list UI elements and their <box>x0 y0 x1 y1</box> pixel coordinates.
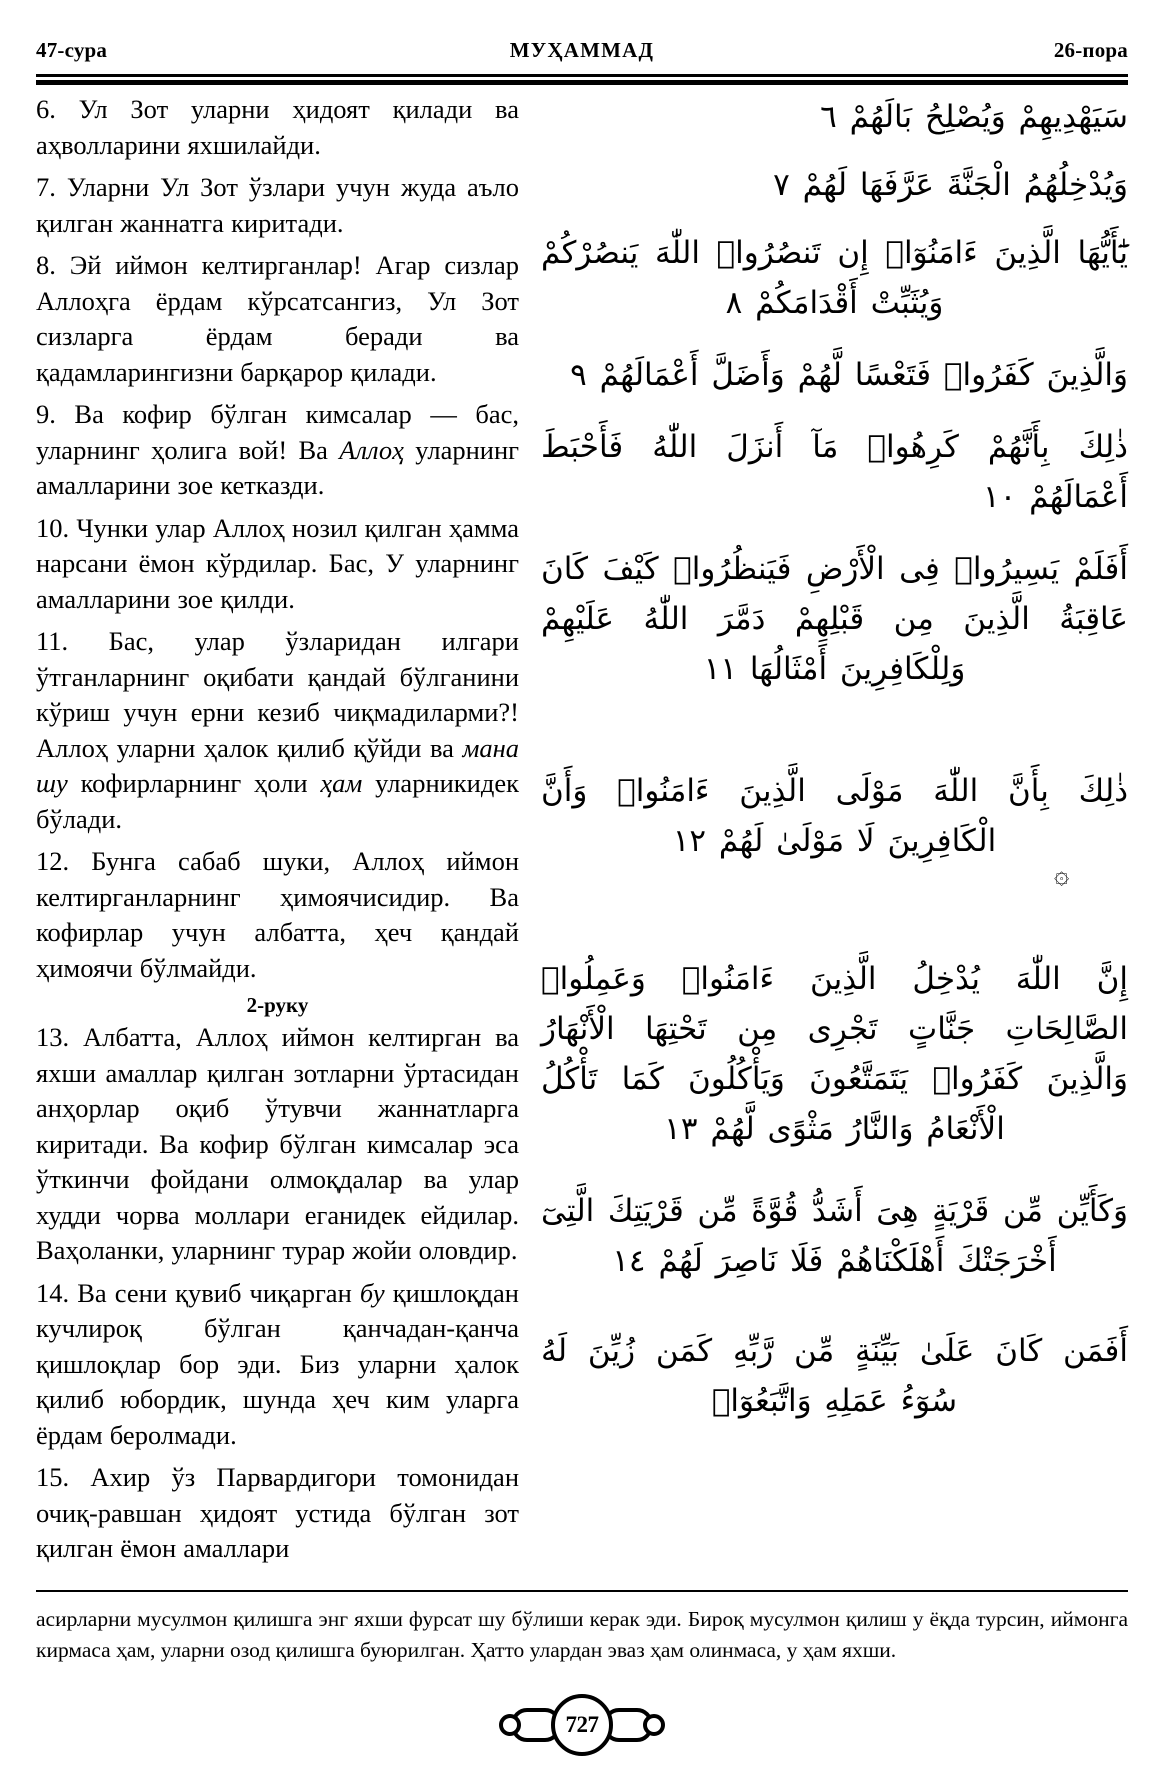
arabic-verse-15: أَفَمَن كَانَ عَلَىٰ بَيِّنَةٍ مِّن رَّبِّهِ كَمَن زُيِّنَ لَهُ سُوٓءُ عَمَلِهِ وَاتَّبَعُوٓا۟ <box>541 1333 1128 1419</box>
page-number: 727 <box>565 1712 599 1737</box>
arabic-verse-12: ذٰلِكَ بِأَنَّ اللّٰهَ مَوْلَى الَّذِينَ ءَامَنُوا۟ وَأَنَّ الْكَافِرِينَ لَا مَوْلَىٰ لَهُمْ ١٢ <box>541 773 1128 859</box>
folio-ornament-icon <box>497 1694 667 1756</box>
translation-column <box>36 92 519 1567</box>
verse-11-emphasis-1: мана шу <box>36 732 519 798</box>
verse-14-post: қишлоқдан кучлироқ бўлган қанчадан-қанча қишлоқлар бор эди. Биз уларни ҳалок қилиб юбордик, шунда ҳеч ким уларга ёрдам беролмади. <box>36 1277 519 1450</box>
verse-11-emphasis-2: ҳам <box>320 768 363 798</box>
verse-10: 10. Чунки улар Аллоҳ нозил қилган ҳамма нарсани ёмон кўрдилар. Бас, У уларнинг амалларини зое қилди. <box>36 512 519 614</box>
arabic-column <box>541 92 1128 1426</box>
verse-9-pre: 9. Ва кофир бўлган кимсалар — бас, уларнинг ҳолига вой! Ва <box>36 399 519 465</box>
footnote-rule <box>36 1590 1128 1592</box>
verse-9-emphasis: Аллоҳ <box>339 434 404 465</box>
verse-8: 8. Эй иймон келтирганлар! Агар сизлар Аллоҳга ёрдам кўрсатсангиз, Ул Зот сизларга ёрдам беради ва қадамларингизни барқарор қилади. <box>36 250 519 387</box>
arabic-verse-7: وَيُدْخِلُهُمُ الْجَنَّةَ عَرَّفَهَا لَهُمْ ٧ <box>773 167 1128 203</box>
arabic-verse-9: وَالَّذِينَ كَفَرُوا۟ فَتَعْسًا لَّهُمْ وَأَضَلَّ أَعْمَالَهُمْ ٩ <box>570 357 1128 393</box>
running-head-sura: 47-сура <box>36 38 108 62</box>
verse-11-pre: 11. Бас, улар ўзларидан илгари ўтганларнинг оқибати қандай бўлганини кўриш учун ерни кезиб чиқмадиларми?! Аллоҳ уларни ҳалок қилиб қўйди ва <box>36 626 519 763</box>
ruku-ornament-icon: ۞ <box>1054 860 1070 890</box>
arabic-verse-13: إِنَّ اللّٰهَ يُدْخِلُ الَّذِينَ ءَامَنُوا۟ وَعَمِلُوا۟ الصَّالِحَاتِ جَنَّاتٍ تَجْرِى مِن تَحْتِهَا الْأَنْهَارُ وَالَّذِينَ كَفَرُوا۟ يَتَمَتَّعُونَ وَيَأْكُلُونَ كَمَا تَأْكُلُ الْأَنْعَامُ وَالنَّارُ مَثْوًى لَّهُمْ ١٣ <box>541 961 1128 1147</box>
running-head-para: 26-пора <box>1053 38 1128 62</box>
verse-9-post: уларнинг амалларини зое кетказди. <box>36 434 519 500</box>
header-rule-thick <box>36 80 1128 85</box>
verse-12: 12. Бунга сабаб шуки, Аллоҳ иймон келтирганларнинг ҳимоячисидир. Ва кофирлар учун албатта, ҳеч қандай ҳимоячи бўлмайди. <box>36 846 519 983</box>
running-head-title: МУҲАММАД <box>509 38 655 62</box>
footnote-text: асирларни мусулмон қилишга энг яхши фурсат шу бўлиши керак эди. Бироқ мусулмон қилиш у ёқда турсин, иймонга кирмаса ҳам, уларни озод қилишга буюрилган. Ҳатто улардан эваз ҳам олинмаса, у ҳам яхши. <box>36 1607 1128 1662</box>
verse-14-pre: 14. Ва сени қувиб чиқарган <box>36 1277 360 1308</box>
verse-11 <box>36 624 519 837</box>
arabic-verse-11: أَفَلَمْ يَسِيرُوا۟ فِى الْأَرْضِ فَيَنظُرُوا۟ كَيْفَ كَانَ عَاقِبَةُ الَّذِينَ مِن قَبْلِهِمْ دَمَّرَ اللّٰهُ عَلَيْهِمْ وَلِلْكَافِرِينَ أَمْثَالُهَا ١١ <box>541 551 1128 687</box>
verse-15: 15. Ахир ўз Парвардигори томонидан очиқ-равшан ҳидоят устида бўлган зот қилган ёмон амаллари <box>36 1462 519 1563</box>
header-rule <box>36 74 1128 85</box>
verse-13: 13. Албатта, Аллоҳ иймон келтирган ва яхши амаллар қилган зотларни ўртасидан анҳорлар оқиб ўтувчи жаннатларга киритади. Ва кофир бўлган кимсалар эса ўткинчи фойдани олмоқдалар ва улар худди чорва моллари еганидек ейдилар. Ваҳоланки, уларнинг турар жойи оловдир. <box>36 1022 519 1265</box>
verse-11-mid: кофирларнинг ҳоли <box>67 768 321 798</box>
folio-cap-left <box>499 1714 521 1736</box>
verse-6: 6. Ул Зот уларни ҳидоят қилади ва аҳволларини яхшилайди. <box>36 94 519 160</box>
verse-14-emphasis: бу <box>359 1277 385 1308</box>
verse-11-post: уларникидек бўлади. <box>36 768 519 834</box>
arabic-verse-14: وَكَأَيِّن مِّن قَرْيَةٍ هِىَ أَشَدُّ قُوَّةً مِّن قَرْيَتِكَ الَّتِىٓ أَخْرَجَتْكَ أَهْلَكْنَاهُمْ فَلَا نَاصِرَ لَهُمْ ١٤ <box>541 1193 1128 1279</box>
arabic-verse-6: سَيَهْدِيهِمْ وَيُصْلِحُ بَالَهُمْ ٦ <box>820 99 1128 135</box>
arabic-verse-10: ذٰلِكَ بِأَنَّهُمْ كَرِهُوا۟ مَآ أَنزَلَ اللّٰهُ فَأَحْبَطَ أَعْمَالَهُمْ ١٠ <box>541 429 1128 515</box>
verse-7: 7. Уларни Ул Зот ўзлари учун жуда аъло қилган жаннатга киритади. <box>36 172 519 238</box>
running-head <box>36 38 1128 68</box>
ruku-heading: 2-руку <box>246 993 309 1017</box>
verse-14 <box>36 1276 519 1454</box>
folio <box>0 1690 1164 1760</box>
folio-cap-right <box>643 1714 665 1736</box>
page-body <box>36 92 1128 1570</box>
verse-9 <box>36 397 519 504</box>
arabic-verse-8: يَٰٓأَيُّهَا الَّذِينَ ءَامَنُوٓا۟ إِن تَنصُرُوا۟ اللّٰهَ يَنصُرْكُمْ وَيُثَبِّتْ أَقْدَامَكُمْ ٨ <box>541 235 1128 321</box>
